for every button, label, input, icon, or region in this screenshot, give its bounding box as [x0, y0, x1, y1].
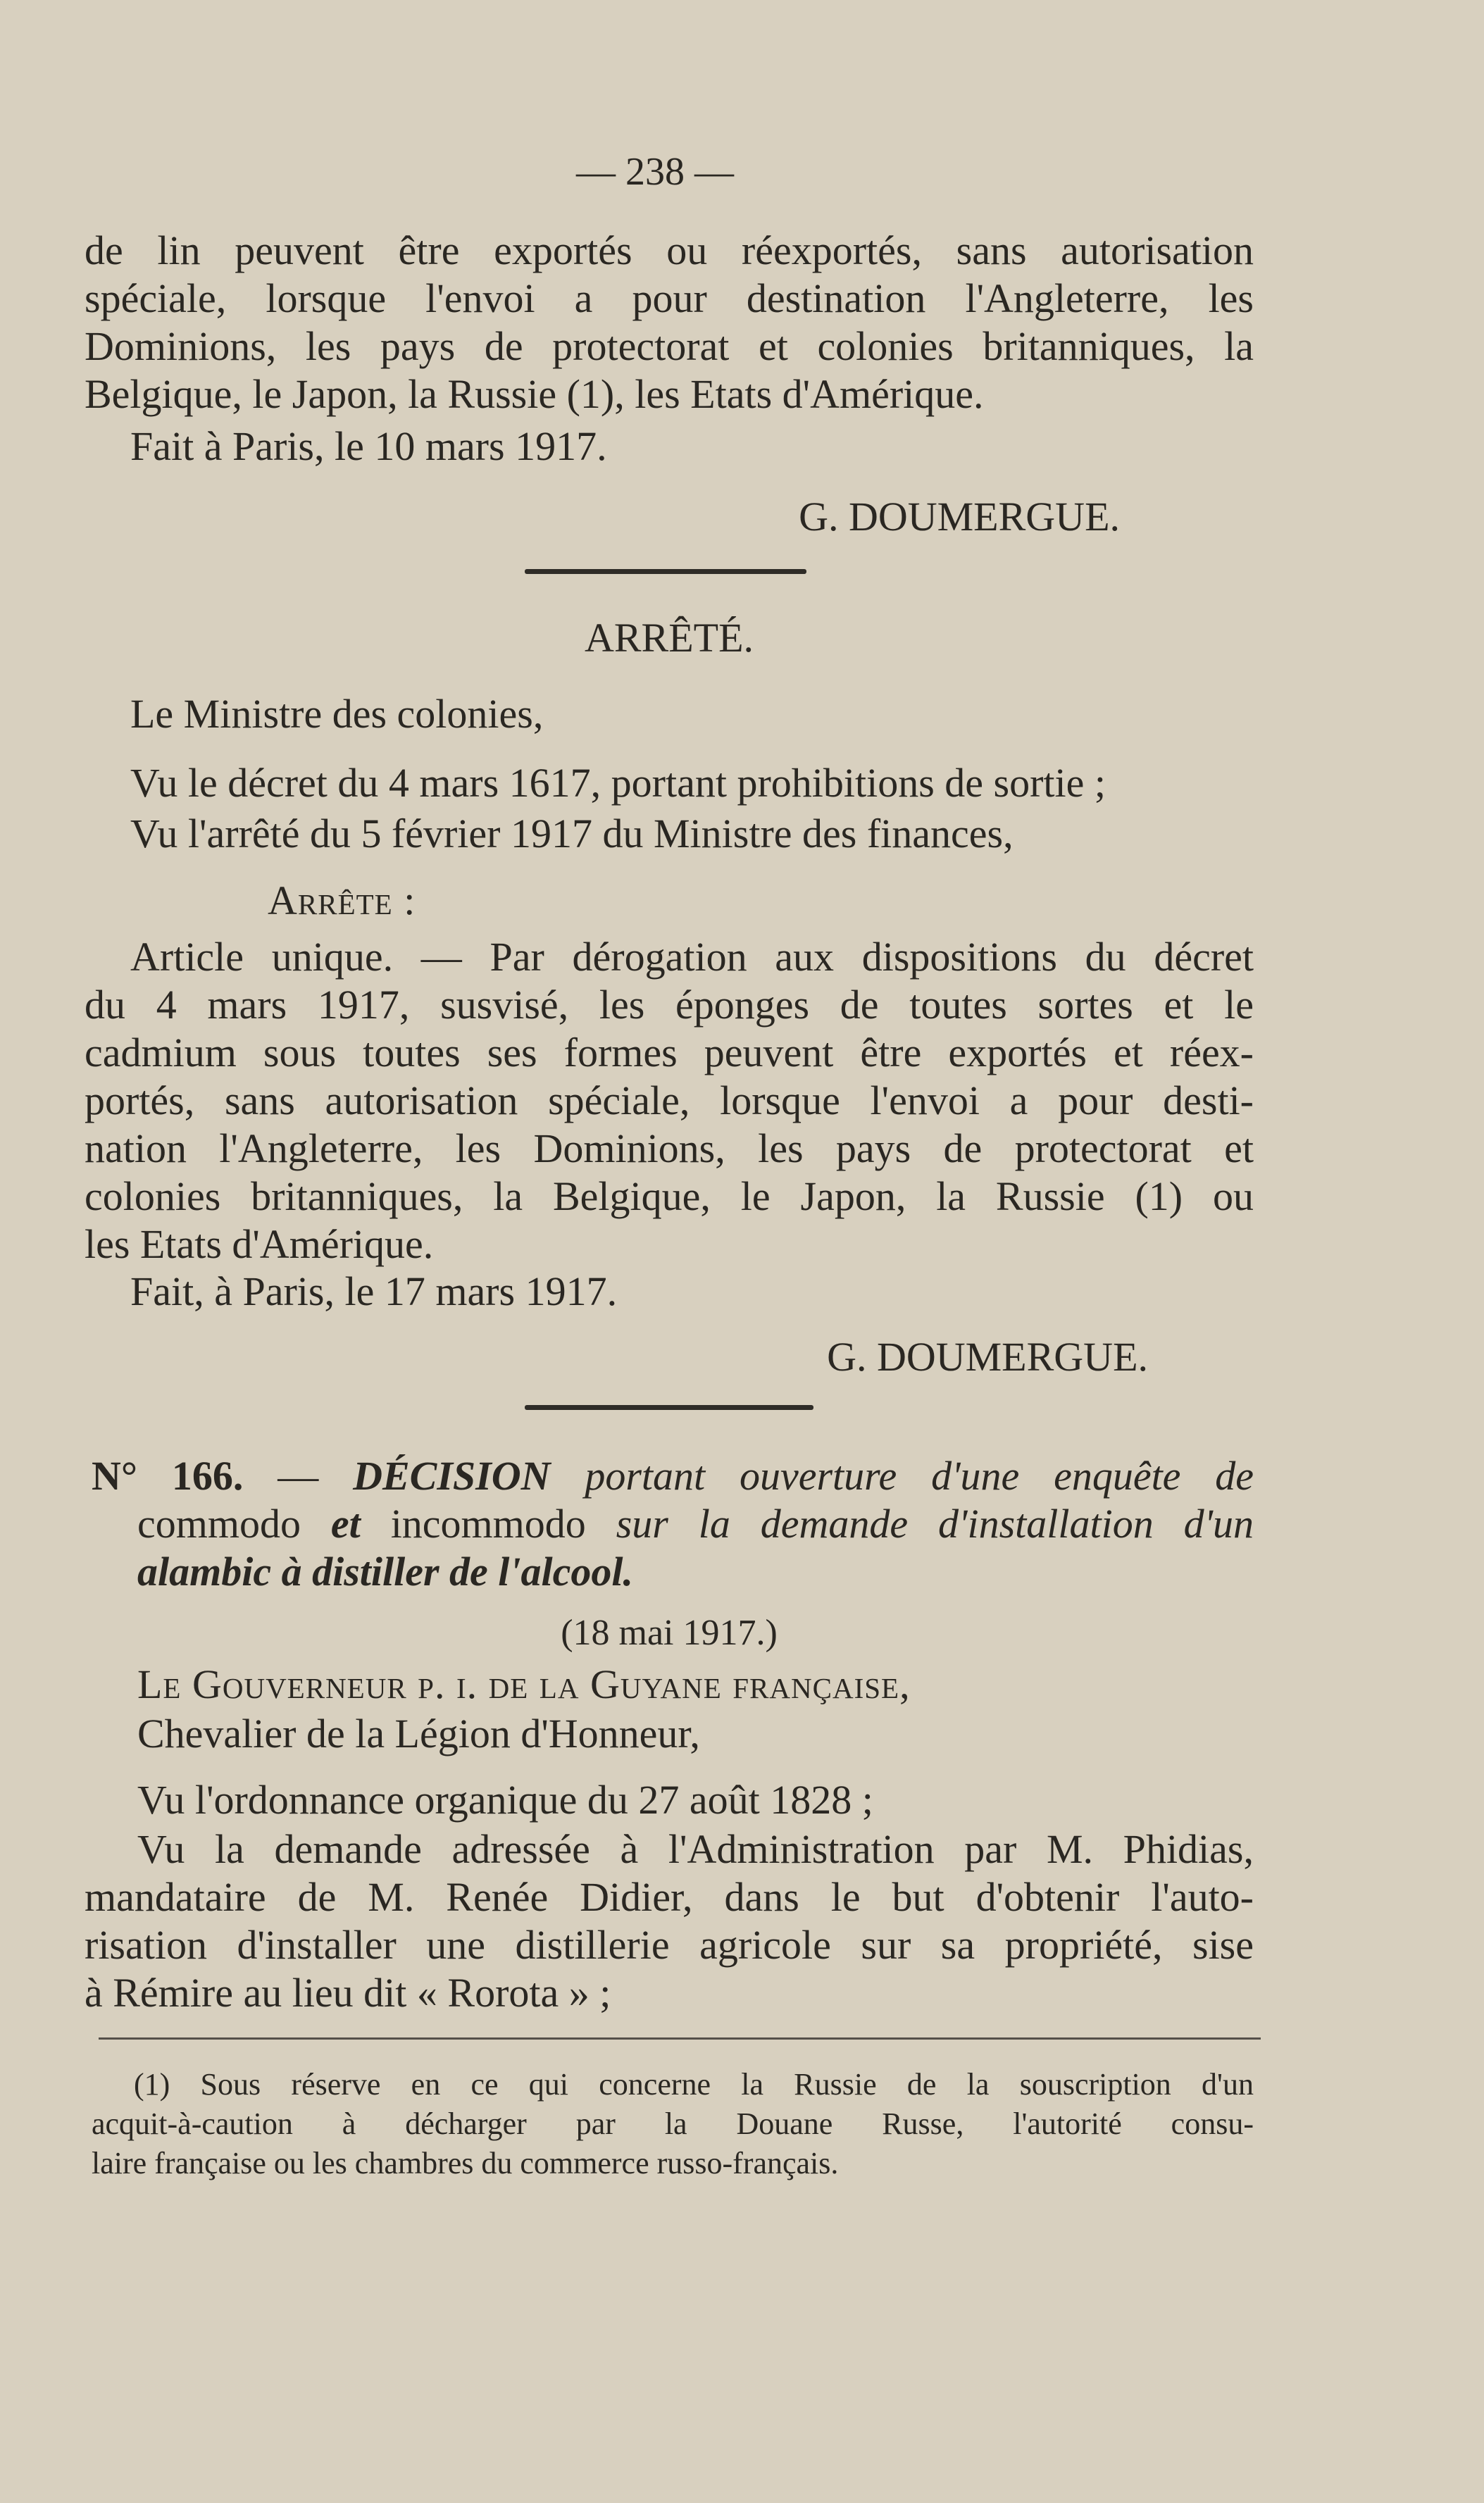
vu-line: Vu le décret du 4 mars 1617, portant prohibitions de sortie ;: [130, 760, 1106, 806]
article-line: Article unique. — Par dérogation aux dispositions du décret: [130, 934, 1254, 980]
decision-number: N° 166.: [92, 1453, 244, 1499]
article-line: cadmium sous toutes ses formes peuvent être exportés et réex-: [85, 1030, 1254, 1075]
ministre-line: Le Ministre des colonies,: [130, 691, 544, 737]
article-line: les Etats d'Amérique.: [85, 1221, 434, 1267]
incommodo-word: incommodo: [390, 1501, 586, 1547]
signature: G. DOUMERGUE.: [799, 494, 1120, 539]
article-line: nation l'Angleterre, les Dominions, les pays de protectorat et: [85, 1125, 1254, 1171]
footnote-line: (1) Sous réserve en ce qui concerne la Russie de la souscription d'un: [134, 2067, 1254, 2102]
decision-title-rest: portant ouverture d'une enquête de: [585, 1453, 1254, 1499]
article-line: colonies britanniques, la Belgique, le Japon, la Russie (1) ou: [85, 1173, 1254, 1219]
article-line: portés, sans autorisation spéciale, lorsque l'envoi a pour desti-: [85, 1078, 1254, 1123]
page-number: — 238 —: [576, 150, 734, 194]
article-line: du 4 mars 1917, susvisé, les éponges de toutes sortes et le: [85, 982, 1254, 1028]
decision-title-line: alambic à distiller de l'alcool.: [137, 1549, 633, 1594]
arrete-heading: ARRÊTÉ.: [584, 615, 754, 661]
gouverneur-line: [137, 1661, 1254, 1709]
commodo-word: commodo: [137, 1501, 301, 1547]
signature: G. DOUMERGUE.: [827, 1334, 1148, 1380]
section-divider: [525, 569, 806, 574]
footnote-rule: [99, 2037, 1261, 2040]
decision-title-line: [92, 1452, 1254, 1500]
footnote-line: laire française ou les chambres du commerce russo-français.: [92, 2146, 839, 2180]
vu-line: Vu l'ordonnance organique du 27 août 1828 ;: [137, 1777, 873, 1823]
fait-line: Fait à Paris, le 10 mars 1917.: [130, 423, 607, 469]
vu-line: risation d'installer une distillerie agricole sur sa propriété, sise: [85, 1922, 1254, 1968]
vu-line: Vu la demande adressée à l'Administration par M. Phidias,: [137, 1826, 1254, 1872]
arrete-label: Arrête :: [268, 878, 416, 923]
body-line: Dominions, les pays de protectorat et colonies britanniques, la: [85, 323, 1254, 369]
decision-dash: —: [278, 1453, 319, 1499]
section-divider: [525, 1405, 813, 1410]
et-word: et: [330, 1501, 361, 1547]
vu-line: Vu l'arrêté du 5 février 1917 du Ministre des finances,: [130, 811, 1014, 856]
decision-title-line: [137, 1500, 1254, 1548]
body-line: de lin peuvent être exportés ou réexportés, sans autorisation: [85, 227, 1254, 273]
vu-line: mandataire de M. Renée Didier, dans le but d'obtenir l'auto-: [85, 1874, 1254, 1920]
vu-line: à Rémire au lieu dit « Rorota » ;: [85, 1970, 611, 2016]
fait-line: Fait, à Paris, le 17 mars 1917.: [130, 1268, 618, 1314]
body-line: Belgique, le Japon, la Russie (1), les Etats d'Amérique.: [85, 371, 984, 417]
decision-title-rest: sur la demande d'installation d'un: [616, 1501, 1254, 1547]
gouverneur-text: Le Gouverneur p. i. de la Guyane française,: [137, 1661, 911, 1707]
decision-date: (18 mai 1917.): [561, 1613, 778, 1653]
chevalier-line: Chevalier de la Légion d'Honneur,: [137, 1711, 700, 1756]
footnote-line: acquit-à-caution à décharger par la Douane Russe, l'autorité consu-: [92, 2106, 1254, 2141]
body-line: spéciale, lorsque l'envoi a pour destination l'Angleterre, les: [85, 275, 1254, 321]
decision-title: DÉCISION: [353, 1453, 551, 1499]
